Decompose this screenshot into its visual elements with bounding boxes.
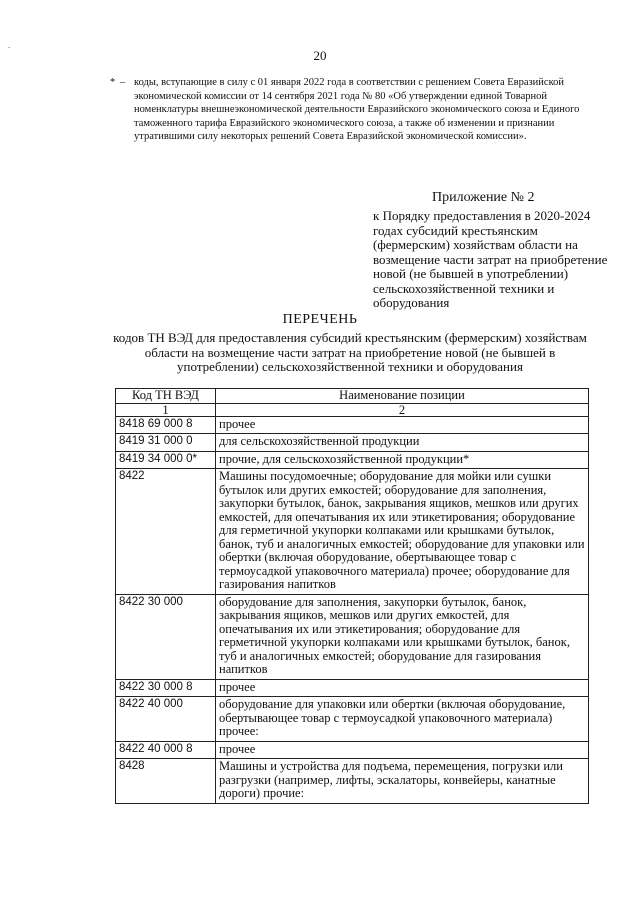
row-code: 8418 69 000 8: [116, 416, 216, 434]
table-row: [116, 697, 589, 742]
appendix-subtitle: к Порядку предоставления в 2020-2024 годах субсидий крестьянским (фермерским) хозяйствам области на возмещение части затрат на приобретение новой (не бывшей в употреблении) сельскохозяйственной техники и оборудования: [373, 208, 608, 310]
header-name: Наименование позиции: [216, 389, 589, 404]
row-code: 8422 40 000: [116, 697, 216, 742]
row-code: 8422 30 000: [116, 594, 216, 679]
row-name: оборудование для упаковки или обертки (включая оборудование, обертывающее товар с термоусадкой упаковочного материала) прочее:: [216, 697, 589, 742]
footnote-marker: *: [110, 77, 116, 88]
row-code: 8422: [116, 469, 216, 595]
row-name: для сельскохозяйственной продукции: [216, 434, 589, 452]
table-row: [116, 451, 589, 469]
column-number-1: 1: [116, 403, 216, 416]
row-name: прочее: [216, 741, 589, 759]
appendix-title: Приложение № 2: [432, 190, 535, 205]
table-header-row: [116, 389, 589, 404]
row-name: Машины посудомоечные; оборудование для мойки или сушки бутылок или других емкостей; оборудование для заполнения, закупорки бутылок, банок, закрывания ящиков, мешков или других емкостей, для опечатывания их или этикетирования; оборудование для герметичной укупорки колпаками или крышками бутылок, банок, туб и аналогичных емкостей; оборудование для упаковки или обертки (включая оборудование, обертывающее товар с термоусадкой упаковочного материала) прочее; оборудование для газирования напитков: [216, 469, 589, 595]
table-row: [116, 679, 589, 697]
table-row: [116, 594, 589, 679]
list-title: ПЕРЕЧЕНЬ: [282, 312, 358, 327]
row-name: прочие, для сельскохозяйственной продукции*: [216, 451, 589, 469]
row-name: прочее: [216, 679, 589, 697]
table-row: [116, 434, 589, 452]
row-name: оборудование для заполнения, закупорки бутылок, банок, закрывания ящиков, мешков или других емкостей, для опечатывания их или этикетирования; оборудование для герметичной укупорки колпаками или крышками бутылок, банок, туб и аналогичных емкостей; оборудование для газирования напитков: [216, 594, 589, 679]
table-number-row: [116, 403, 589, 416]
footnote-dash: –: [120, 77, 126, 88]
page-number: 20: [313, 48, 327, 63]
row-code: 8422 40 000 8: [116, 741, 216, 759]
row-name: Машины и устройства для подъема, перемещения, погрузки или разгрузки (например, лифты, эскалаторы, конвейеры, канатные дороги) прочие:: [216, 759, 589, 804]
footnote-text: коды, вступающие в силу с 01 января 2022 года в соответствии с решением Совета Евразийской экономической комиссии от 14 сентября 2021 года № 80 «Об утверждении единой Товарной номенклатуры внешнеэкономической деятельности Евразийского экономического союза и Единого таможенного тарифа Евразийского экономического союза, а также об изменении и признании утратившими силу некоторых решений Совета Евразийской экономической комиссии».: [134, 77, 580, 142]
table-row: [116, 759, 589, 804]
footnote: [110, 76, 588, 144]
table-row: [116, 741, 589, 759]
footnote-body: [118, 76, 588, 144]
codes-table: [115, 388, 589, 804]
column-number-2: 2: [216, 403, 589, 416]
table-row: [116, 416, 589, 434]
header-code: Код ТН ВЭД: [116, 389, 216, 404]
row-code: 8422 30 000 8: [116, 679, 216, 697]
margin-mark: .: [8, 40, 11, 50]
row-code: 8419 34 000 0*: [116, 451, 216, 469]
list-subtitle: кодов ТН ВЭД для предоставления субсидий крестьянским (фермерским) хозяйствам области на возмещение части затрат на приобретение новой (не бывшей в употреблении) сельскохозяйственной техники и оборудования: [113, 330, 587, 374]
table-row: [116, 469, 589, 595]
row-code: 8428: [116, 759, 216, 804]
row-name: прочее: [216, 416, 589, 434]
row-code: 8419 31 000 0: [116, 434, 216, 452]
